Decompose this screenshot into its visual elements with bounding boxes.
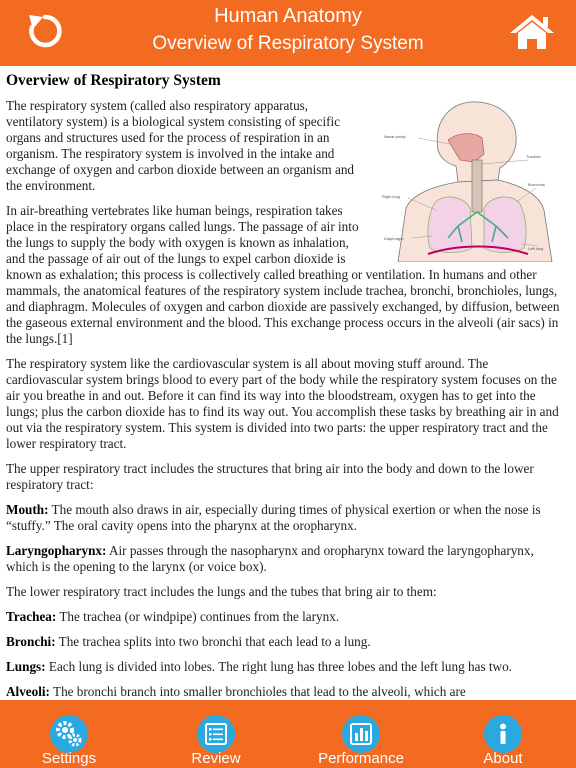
term-mouth: Mouth: bbox=[6, 502, 49, 517]
term-trachea: Trachea: bbox=[6, 609, 57, 624]
item-bronchi bbox=[6, 634, 566, 650]
svg-text:Left lung: Left lung bbox=[528, 246, 544, 251]
svg-text:Trachea: Trachea bbox=[526, 154, 541, 159]
home-icon[interactable] bbox=[508, 13, 556, 51]
article-content[interactable] bbox=[0, 66, 576, 700]
paragraph-intro: The respiratory system (called also respiratory apparatus, ventilatory system) is a biological system consisting of specific organs and structures used for the process of respiration in an organism. The respiratory system is involved in the intake and exchange of oxygen and carbon dioxide between an organism and the environment. bbox=[6, 98, 355, 193]
tab-performance-label: Performance bbox=[318, 750, 404, 767]
paragraph-upper-tract: The upper respiratory tract includes the structures that bring air into the body and down to the lower respiratory tract: bbox=[6, 461, 534, 492]
desc-alveoli: The bronchi branch into smaller bronchioles that lead to the alveoli, which are bbox=[49, 684, 466, 699]
desc-bronchi: The trachea splits into two bronchi that each lead to a lung. bbox=[55, 634, 371, 649]
item-laryngopharynx bbox=[6, 543, 566, 575]
tab-settings[interactable] bbox=[20, 700, 130, 768]
article-body bbox=[6, 98, 566, 700]
bar-chart-icon bbox=[342, 715, 380, 753]
item-lungs bbox=[6, 659, 566, 675]
page-title: Overview of Respiratory System bbox=[152, 33, 424, 54]
term-alveoli: Alveoli: bbox=[6, 684, 50, 699]
tab-about-label: About bbox=[483, 750, 523, 767]
tab-performance[interactable] bbox=[312, 700, 422, 768]
svg-text:Bronchus: Bronchus bbox=[528, 182, 545, 187]
tab-review-label: Review bbox=[191, 750, 241, 767]
desc-mouth: The mouth also draws in air, especially during times of physical exertion or when the nose is “stuffy.” The oral cavity opens into the pharynx at the oropharynx. bbox=[6, 502, 541, 533]
item-alveoli bbox=[6, 684, 566, 700]
app-header bbox=[0, 0, 576, 66]
tab-settings-label: Settings bbox=[41, 750, 97, 767]
paragraph-lower-tract: The lower respiratory tract includes the lungs and the tubes that bring air to them: bbox=[6, 584, 437, 599]
tab-bar bbox=[0, 700, 576, 768]
gears-icon bbox=[50, 715, 88, 753]
tab-about[interactable] bbox=[454, 700, 564, 768]
article-heading: Overview of Respiratory System bbox=[6, 72, 221, 89]
svg-text:Diaphragm: Diaphragm bbox=[384, 236, 404, 241]
desc-trachea: The trachea (or windpipe) continues from the larynx. bbox=[56, 609, 340, 624]
info-icon bbox=[484, 715, 522, 753]
item-trachea bbox=[6, 609, 566, 625]
term-lungs: Lungs: bbox=[6, 659, 46, 674]
paragraph-breathing: In air-breathing vertebrates like human beings, respiration takes place in the respiratory organs called lungs. The passage of air into the lungs to supply the body with oxygen is known as inhalation, and the passage of air out of the lungs to expel carbon dioxide is known as exhalation; this process is collectively called breathing or ventilation. In humans and other mammals, the anatomical features of the respiratory system include trachea, bronchi, bronchioles, lungs, and diaphragm. Molecules of oxygen and carbon dioxide are passively exchanged, by diffusion, between the gaseous external environment and the blood. This exchange process occurs in the alveoli (air sacs) in the lungs.[1] bbox=[6, 203, 560, 346]
svg-text:Right lung: Right lung bbox=[382, 194, 401, 199]
desc-lungs: Each lung is divided into lobes. The right lung has three lobes and the left lung has two. bbox=[45, 659, 512, 674]
respiratory-illustration bbox=[378, 98, 564, 262]
desc-laryngopharynx: Air passes through the nasopharynx and oropharynx toward the laryngopharynx, which is the opening to the larynx (or voice box). bbox=[6, 543, 534, 574]
item-mouth bbox=[6, 502, 566, 534]
paragraph-overview: The respiratory system like the cardiovascular system is all about moving stuff around. The cardiovascular system brings blood to every part of the body while the respiratory system focuses on the air you breathe in and out. Before it can find its way into the bloodstream, oxygen has to get into the lungs; plus the carbon dioxide has to find its way out. You accomplish these tasks by breathing air in and out via the respiratory system. This system is divided into two parts: the upper respiratory tract and the lower respiratory tract. bbox=[6, 356, 559, 451]
svg-text:Nasal cavity: Nasal cavity bbox=[384, 134, 406, 139]
term-laryngopharynx: Laryngopharynx: bbox=[6, 543, 107, 558]
tab-review[interactable] bbox=[167, 700, 277, 768]
app-title: Human Anatomy bbox=[214, 5, 362, 27]
list-icon bbox=[197, 715, 235, 753]
term-bronchi: Bronchi: bbox=[6, 634, 56, 649]
